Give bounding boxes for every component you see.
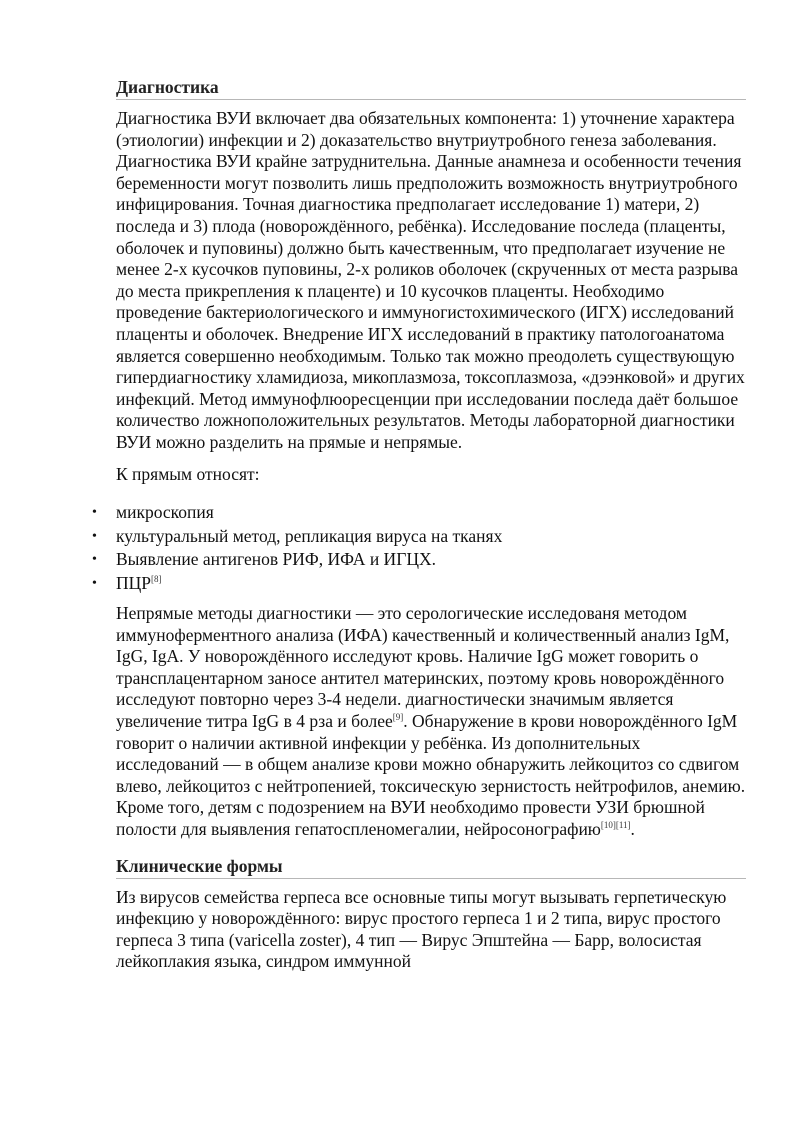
indirect-methods-text-a: Непрямые методы диагностики — это серологические исследованя методом иммуноферментного анализа (ИФА) качественный и количественный анализ IgM, IgG, IgA. У новорождённого исследуют кровь. Наличие IgG может говорить о трансплацентарном заносе антител материнских, поэтому кровь новорождённого исследуют повторно через 3-4 недели. диагностически значимым является увеличение титра IgG в 4 рза и более [116, 603, 730, 732]
citation-link[interactable]: [10][11] [600, 820, 631, 831]
bullet-icon: • [92, 528, 97, 544]
clinical-forms-paragraph: Из вирусов семейства герпеса все основные типы могут вызывать герпетическую инфекцию у новорождённого: вирус простого герпеса 1 и 2 типа, вирус простого герпеса 3 типа (varicella zoster), 4 тип — Вирус Эпштейна — Барр, волосистая лейкоплакия языка, синдром иммунной [116, 886, 727, 972]
section-heading-diagnostics: Диагностика [116, 76, 746, 100]
list-item-text: микроскопия [116, 502, 214, 523]
bullet-icon: • [92, 505, 97, 521]
direct-methods-list [92, 501, 746, 595]
diagnostics-paragraph: Диагностика ВУИ включает два обязательных компонента: 1) уточнение характера (этиологии) инфекции и 2) доказательство внутриутробного генеза заболевания. Диагностика ВУИ крайне затруднительна. Данные анамнеза и особенности течения беременности могут позволить лишь предположить возможность внутриутробного инфицирования. Точная диагностика предполагает исследование 1) матери, 2) последа и 3) плода (новорождённого, ребёнка). Исследование последа (плаценты, оболочек и пуповины) должно быть качественным, что предполагает изучение не менее 2-х кусочков пуповины, 2-х роликов оболочек (скрученных от места разрыва до места прикрепления к плаценте) и 10 кусочков плаценты. Необходимо проведение бактериологического и иммуногистохимического (ИГХ) исследований плаценты и оболочек. Внедрение ИГХ исследований в практику патологоанатома является совершенно необходимым. Только так можно преодолеть существующую гипердиагностику хламидиоза, микоплазмоза, токсоплазмоза, «дээнковой» и других инфекций. Метод иммунофлюоресценции при исследовании последа даёт большое количество ложноположительных результатов. Методы лабораторной диагностики ВУИ можно разделить на прямые и непрямые. [116, 108, 745, 452]
bullet-icon: • [92, 575, 97, 591]
section-heading-clinical-forms: Клинические формы [116, 855, 746, 879]
list-item-text: культуральный метод, репликация вируса на тканях [116, 525, 503, 546]
indirect-methods-text-b: . Обнаружение в крови новорождённого IgM говорит о наличии активной инфекции у ребёнка. Из дополнительных исследований — в общем анализе крови можно обнаружить лейкоцитоз со сдвигом влево, лейкоцитоз с нейтропенией, токсическую зернистость нейтрофилов, анемию. Кроме того, детям с подозрением на ВУИ необходимо провести УЗИ брюшной полости для выявления гепатоспленомегалии, нейросонографию [116, 711, 746, 840]
indirect-methods-text-c: . [630, 819, 635, 840]
indirect-methods-paragraph [116, 603, 746, 841]
citation-link[interactable]: [9] [392, 712, 404, 723]
citation-link[interactable]: [8] [151, 573, 162, 584]
article-content [92, 76, 746, 973]
list-item-text: ПЦР [116, 572, 152, 593]
list-item-text: Выявление антигенов РИФ, ИФА и ИГЦХ. [116, 549, 436, 570]
direct-methods-intro: К прямым относят: [116, 463, 260, 484]
list-item [92, 501, 746, 525]
list-item [92, 572, 746, 596]
bullet-icon: • [92, 552, 97, 568]
list-item [92, 548, 746, 572]
list-item [92, 525, 746, 549]
